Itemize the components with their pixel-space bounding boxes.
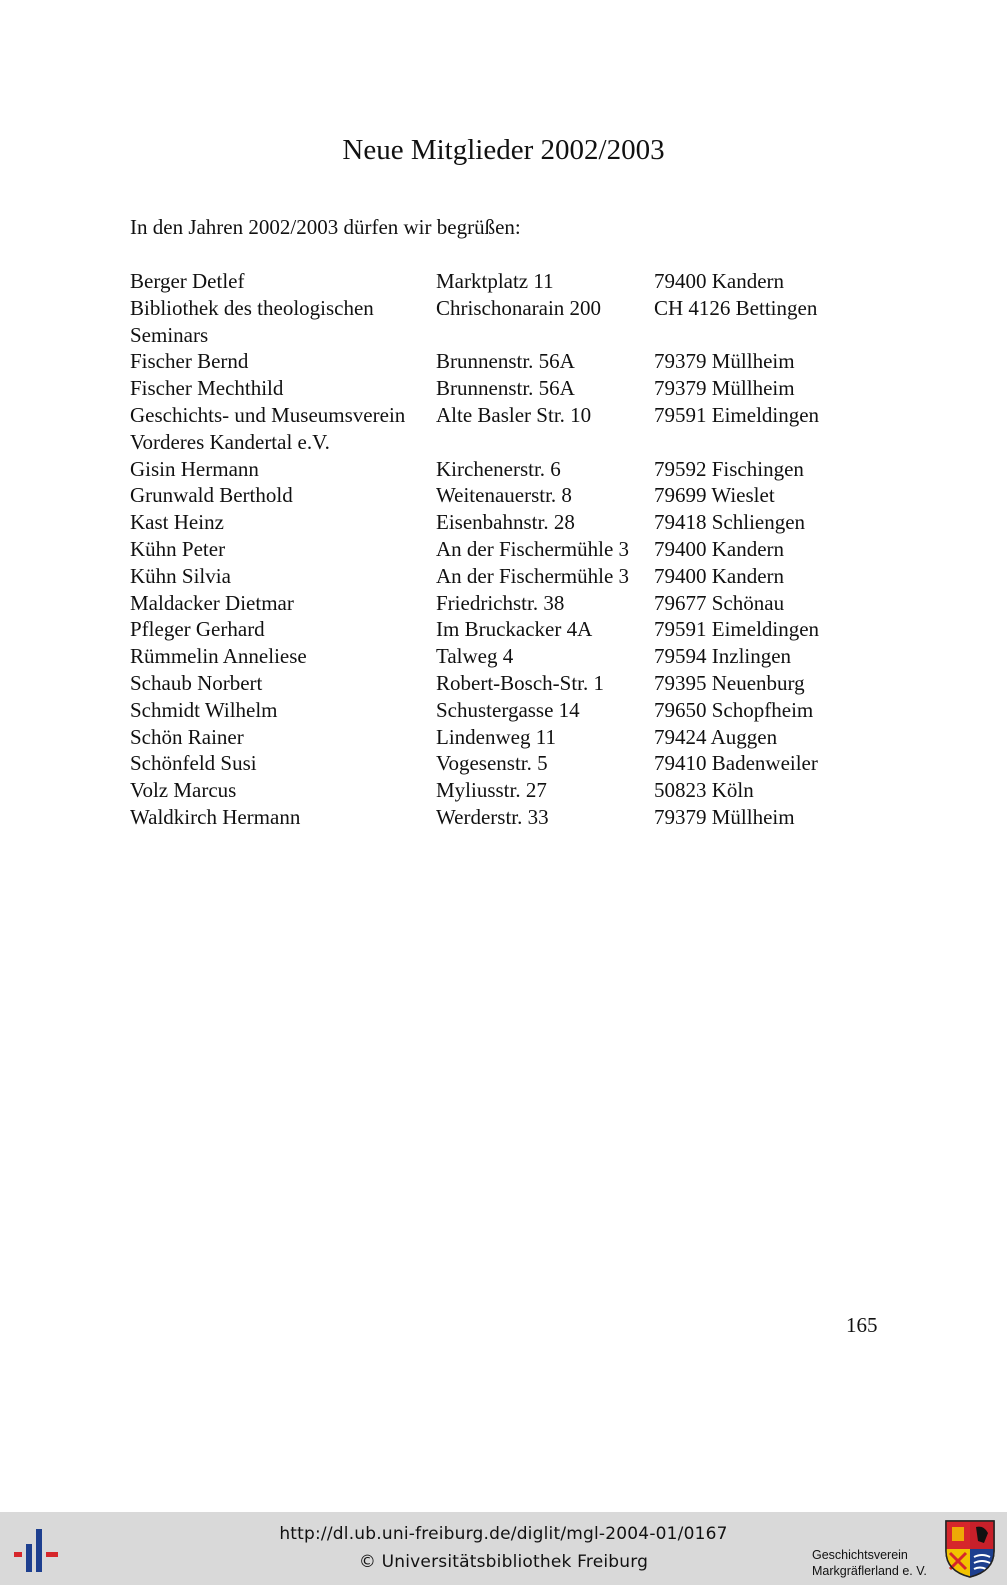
member-name: Fischer Mechthild <box>130 376 284 401</box>
member-row <box>130 482 890 509</box>
page-title: Neue Mitglieder 2002/2003 <box>342 134 665 166</box>
member-street: Talweg 4 <box>436 644 514 669</box>
member-street: An der Fischermühle 3 <box>436 563 630 588</box>
member-row <box>130 697 890 724</box>
member-row <box>130 536 890 563</box>
member-city: 79395 Neuenburg <box>654 670 805 695</box>
member-street: Kirchenerstr. 6 <box>436 456 561 481</box>
member-row <box>130 456 890 483</box>
member-row <box>130 643 890 670</box>
member-name: Volz Marcus <box>130 778 237 803</box>
member-name: Vorderes Kandertal e.V. <box>130 429 330 454</box>
member-street: Alte Basler Str. 10 <box>436 402 592 427</box>
member-city: 50823 Köln <box>654 778 754 803</box>
member-street: Eisenbahnstr. 28 <box>436 510 575 535</box>
member-street: Lindenweg 11 <box>436 724 556 749</box>
member-city: 79400 Kandern <box>654 563 785 588</box>
member-city: 79418 Schliengen <box>654 510 806 535</box>
member-name: Schaub Norbert <box>130 670 263 695</box>
member-name: Bibliothek des theologischen <box>130 295 374 320</box>
member-row <box>130 590 890 617</box>
member-row <box>130 375 890 402</box>
member-row <box>130 348 890 375</box>
member-row <box>130 429 890 456</box>
member-row <box>130 750 890 777</box>
member-city <box>654 429 890 456</box>
member-city: 79424 Auggen <box>654 724 778 749</box>
copyright-text: © Universitätsbibliothek Freiburg <box>358 1552 649 1572</box>
member-city: 79379 Müllheim <box>654 804 795 829</box>
member-city: CH 4126 Bettingen <box>654 295 818 320</box>
member-name: Fischer Bernd <box>130 349 249 374</box>
member-name: Schön Rainer <box>130 724 244 749</box>
member-name: Kast Heinz <box>130 510 224 535</box>
member-name: Maldacker Dietmar <box>130 590 294 615</box>
coat-of-arms-icon <box>944 1519 996 1579</box>
member-city: 79677 Schönau <box>654 590 785 615</box>
member-city: 79379 Müllheim <box>654 376 795 401</box>
member-street: Friedrichstr. 38 <box>436 590 565 615</box>
member-list <box>130 268 890 831</box>
member-name: Geschichts- und Museumsverein <box>130 402 406 427</box>
member-street: Brunnenstr. 56A <box>436 349 575 374</box>
society-name <box>812 1547 927 1579</box>
member-name: Grunwald Berthold <box>130 483 293 508</box>
member-street: Weitenauerstr. 8 <box>436 483 572 508</box>
member-street: Werderstr. 33 <box>436 804 549 829</box>
member-name: Pfleger Gerhard <box>130 617 265 642</box>
member-row <box>130 563 890 590</box>
member-name: Waldkirch Hermann <box>130 804 301 829</box>
member-city: 79699 Wieslet <box>654 483 775 508</box>
member-street <box>436 429 654 456</box>
member-row <box>130 509 890 536</box>
member-row <box>130 402 890 429</box>
member-row <box>130 322 890 349</box>
society-name-line2: Markgräflerland e. V. <box>812 1564 927 1578</box>
source-url-link[interactable]: http://dl.ub.uni-freiburg.de/diglit/mgl-2004-01/0167 <box>279 1524 728 1544</box>
page-number: 165 <box>846 1313 878 1337</box>
member-city: 79591 Eimeldingen <box>654 402 820 427</box>
member-name: Schmidt Wilhelm <box>130 697 278 722</box>
member-city: 79410 Badenweiler <box>654 751 818 776</box>
member-street: An der Fischermühle 3 <box>436 536 630 561</box>
member-street: Vogesenstr. 5 <box>436 751 548 776</box>
member-city: 79594 Inzlingen <box>654 644 792 669</box>
member-city: 79400 Kandern <box>654 269 785 293</box>
member-name: Kühn Silvia <box>130 563 231 588</box>
member-name: Kühn Peter <box>130 536 226 561</box>
footer-bar <box>0 1512 1007 1585</box>
member-city: 79379 Müllheim <box>654 349 795 374</box>
member-street: Brunnenstr. 56A <box>436 376 575 401</box>
member-city: 79650 Schopfheim <box>654 697 814 722</box>
intro-text: In den Jahren 2002/2003 dürfen wir begrüßen: <box>130 215 521 239</box>
member-street: Schustergasse 14 <box>436 697 580 722</box>
member-row <box>130 295 890 322</box>
member-name: Gisin Hermann <box>130 456 259 481</box>
member-row <box>130 804 890 831</box>
member-city: 79592 Fischingen <box>654 456 804 481</box>
member-row <box>130 670 890 697</box>
society-name-line1: Geschichtsverein <box>812 1548 908 1562</box>
member-city <box>654 322 890 349</box>
member-name: Seminars <box>130 322 209 347</box>
member-name: Berger Detlef <box>130 269 245 293</box>
member-street: Robert-Bosch-Str. 1 <box>436 670 604 695</box>
member-street: Im Bruckacker 4A <box>436 617 593 642</box>
member-name: Schönfeld Susi <box>130 751 257 776</box>
member-street: Chrischonarain 200 <box>436 295 602 320</box>
member-row <box>130 777 890 804</box>
member-row <box>130 616 890 643</box>
member-row <box>130 724 890 751</box>
member-street: Marktplatz 11 <box>436 269 554 293</box>
member-street <box>436 322 654 349</box>
member-city: 79400 Kandern <box>654 536 785 561</box>
member-city: 79591 Eimeldingen <box>654 617 820 642</box>
member-name: Rümmelin Anneliese <box>130 644 307 669</box>
member-row <box>130 268 890 295</box>
member-street: Myliusstr. 27 <box>436 778 547 803</box>
